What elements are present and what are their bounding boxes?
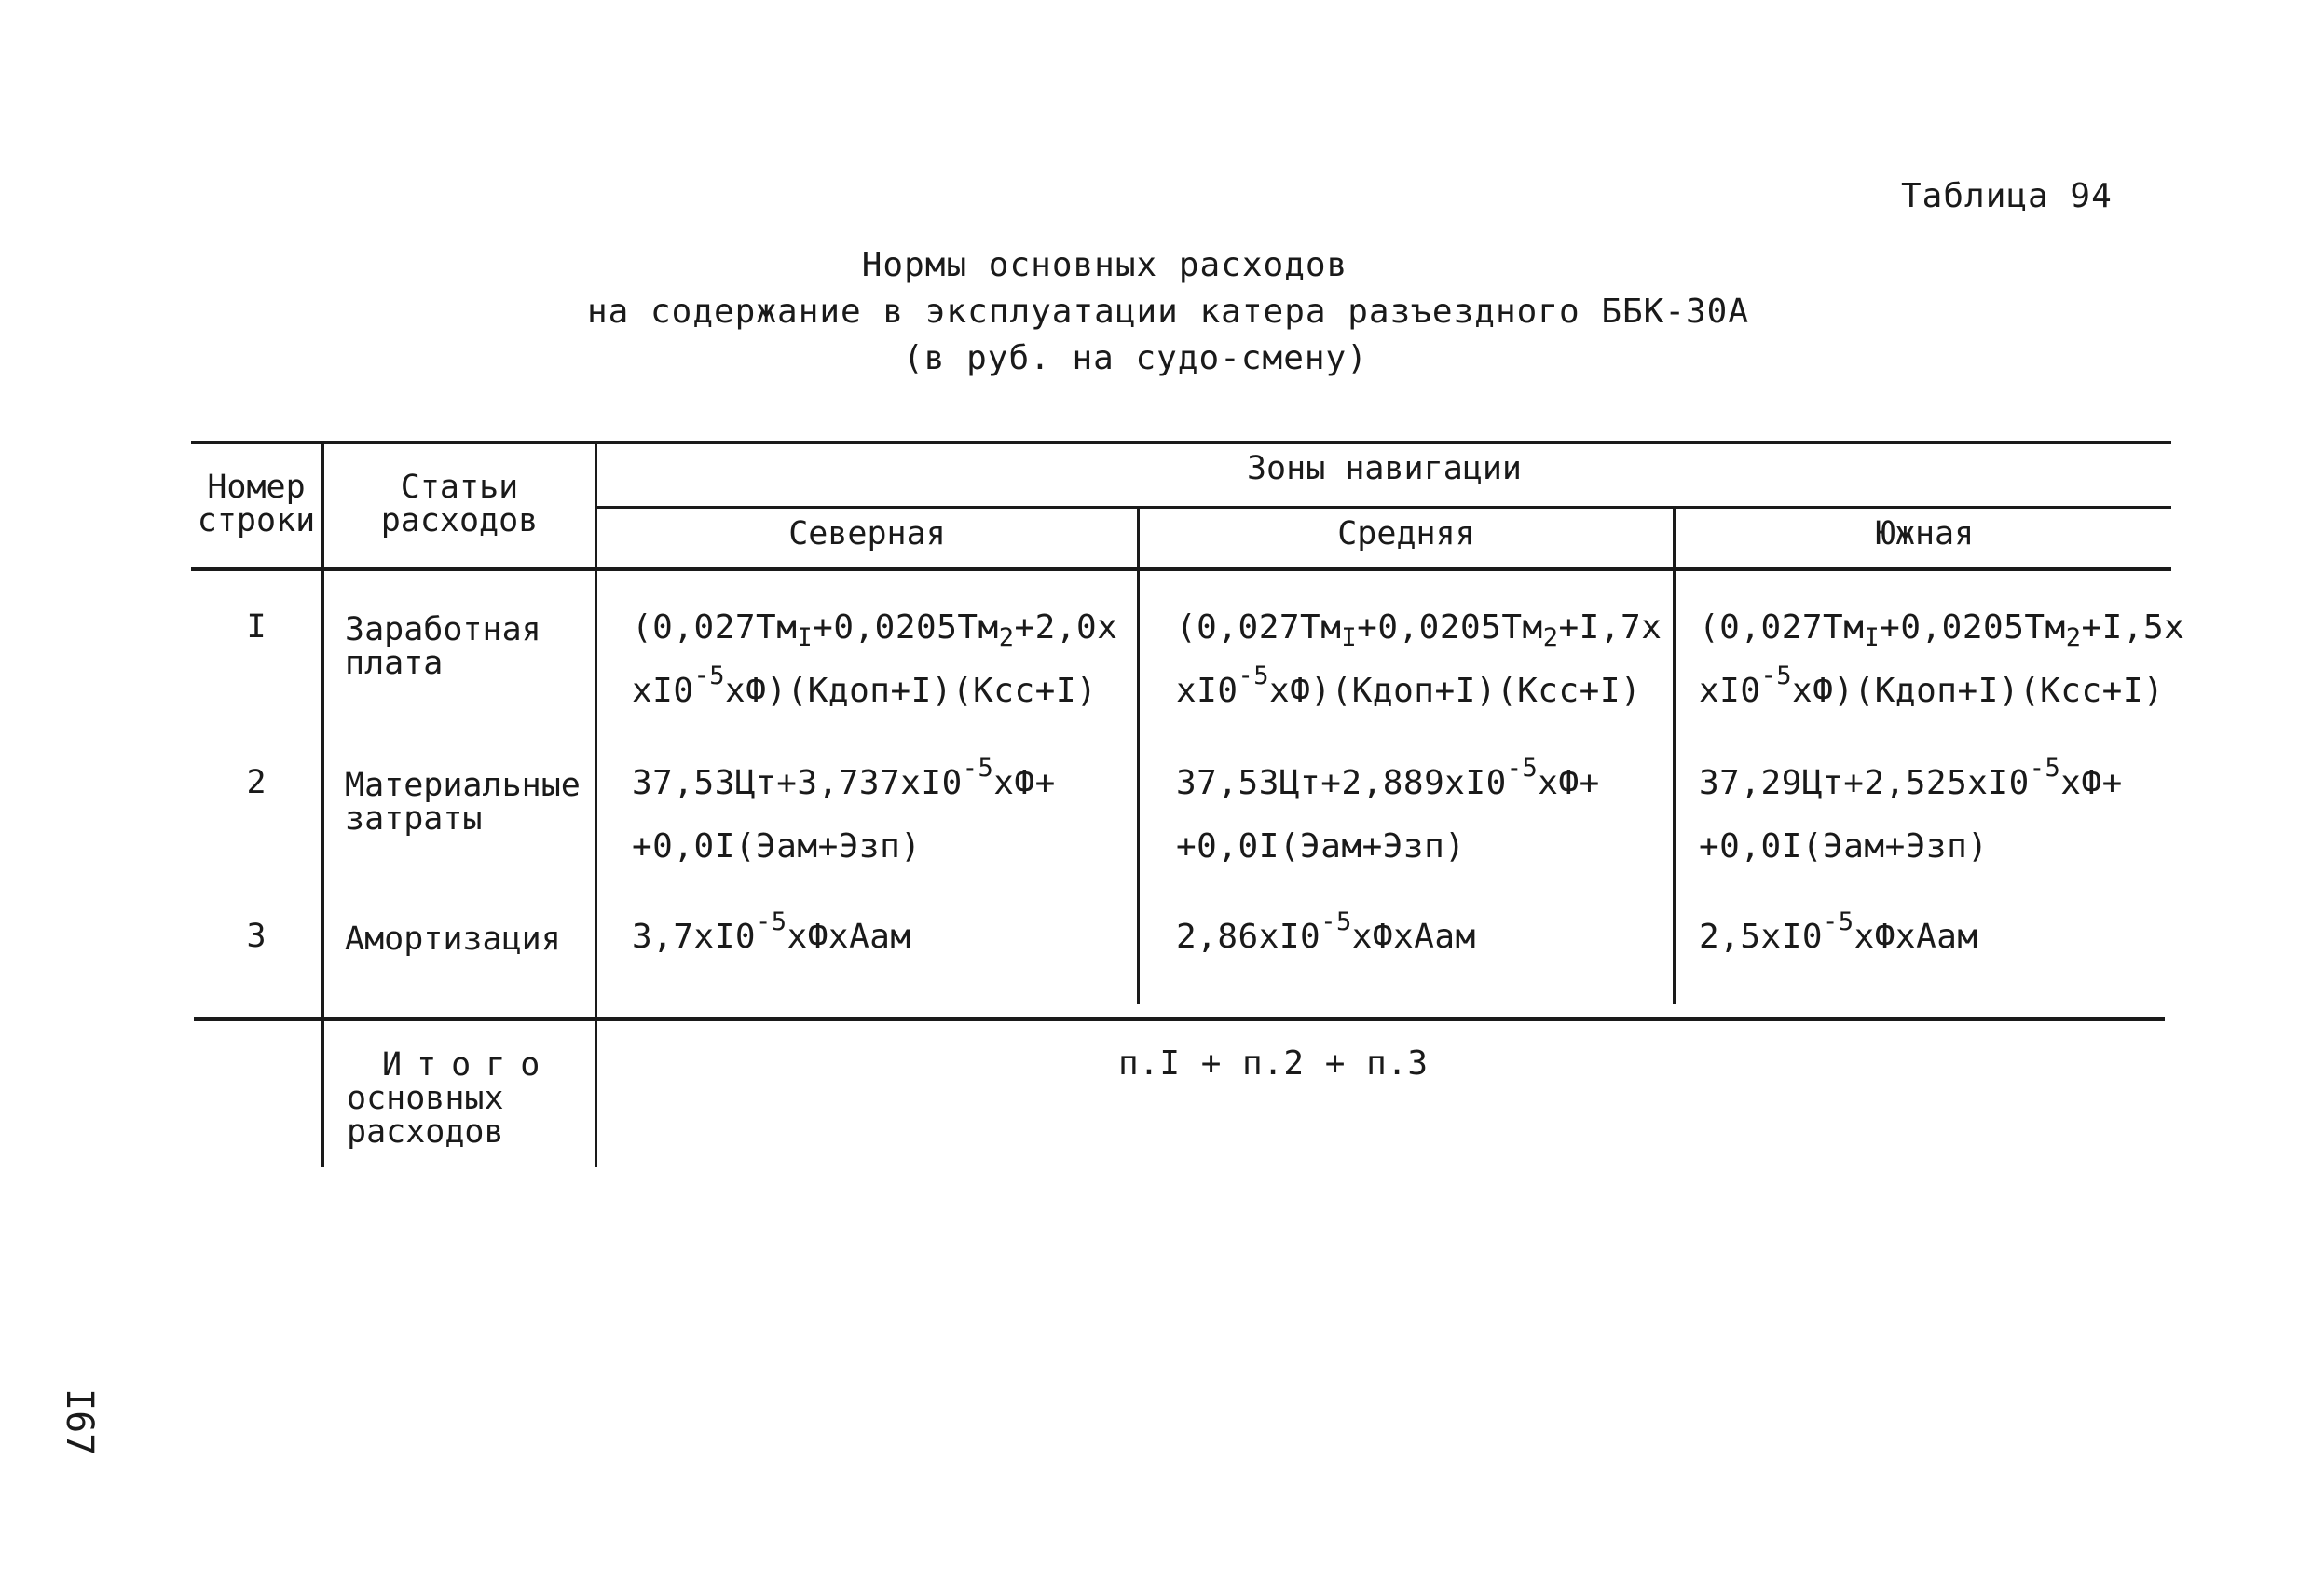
header-zone-south: Южная [1875, 515, 1975, 552]
header-row-number-line-1: Номер [207, 469, 306, 506]
row-3-south-formula: $2,5хI0^{-5}хФхАам$ [1699, 907, 1978, 956]
col-divider-1 [321, 441, 324, 1167]
row-2-item-line-1: Материальные [345, 767, 581, 804]
table-number: Таблица 94 [1901, 177, 2113, 215]
header-row-number-line-2: строки [197, 502, 316, 539]
total-label-line-1: Итого [382, 1046, 555, 1084]
header-expense-items-line-2: расходов [380, 502, 539, 539]
row-2-north-formula: $37,53Цт+3,737хI0^{-5}хФ+$ +0,0I(Эам+Эзп) [632, 754, 1056, 866]
total-label-line-3: расходов [347, 1113, 504, 1151]
title-line-2: на содержание в эксплуатации катера разъездного ББК-30А [586, 293, 1750, 331]
header-expense-items-line-1: Статьи [400, 469, 519, 506]
total-formula: п.I + п.2 + п.3 [1118, 1044, 1429, 1083]
col-divider-3 [1137, 506, 1140, 1004]
row-1-north-formula: ($0,027Тм_I+0,0205Тм_2+2,0х$ $хI0^{-5}хФ)(Кдоп+I)(Ксс+I)$ [632, 608, 1118, 710]
col-divider-4 [1673, 506, 1676, 1004]
row-1-item-line-1: Заработная [345, 611, 541, 648]
header-row-number [191, 471, 321, 538]
row-3-number: 3 [246, 918, 267, 955]
header-zone-middle: Средняя [1337, 515, 1475, 552]
row-1-number: I [246, 608, 267, 646]
total-label-line-2: основных [347, 1080, 504, 1117]
page-number: I67 [58, 1388, 101, 1456]
row-2-item [345, 769, 592, 836]
title-line-1: Нормы основных расходов [861, 246, 1348, 284]
table-title [0, 242, 2312, 382]
row-2-item-line-2: затраты [345, 800, 483, 838]
row-2-number: 2 [246, 764, 267, 801]
header-bottom-rule [191, 567, 2171, 571]
total-label [347, 1048, 594, 1149]
header-expense-items [324, 471, 595, 538]
row-3-north-formula: $3,7хI0^{-5}хФхАам$ [632, 907, 911, 956]
zones-header-rule [596, 506, 2171, 509]
row-3-item [345, 922, 592, 956]
row-1-middle-formula: ($0,027Тм_I+0,0205Тм_2+I,7х$ $хI0^{-5}хФ)(Кдоп+I)(Ксс+I)$ [1176, 608, 1662, 710]
row-3-middle-formula: $2,86хI0^{-5}хФхАам$ [1176, 907, 1476, 956]
row-1-south-formula: ($0,027Тм_I+0,0205Тм_2+I,5х$ $хI0^{-5}хФ)(Кдоп+I)(Ксс+I)$ [1699, 608, 2185, 710]
title-line-3: (в руб. на судо-смену) [903, 339, 1368, 377]
row-1-item [345, 613, 592, 680]
total-top-rule [194, 1017, 2165, 1021]
header-navigation-zones: Зоны навигации [1246, 450, 1522, 487]
row-2-south-formula: $37,29Цт+2,525хI0^{-5}хФ+$ +0,0I(Эам+Эзп) [1699, 754, 2123, 866]
table-top-rule [191, 441, 2171, 444]
header-zone-north: Северная [788, 515, 946, 552]
row-1-item-line-2: плата [345, 645, 444, 682]
row-3-item-line-1: Амортизация [345, 921, 561, 958]
row-2-middle-formula: $37,53Цт+2,889хI0^{-5}хФ+$ +0,0I(Эам+Эзп) [1176, 754, 1600, 866]
